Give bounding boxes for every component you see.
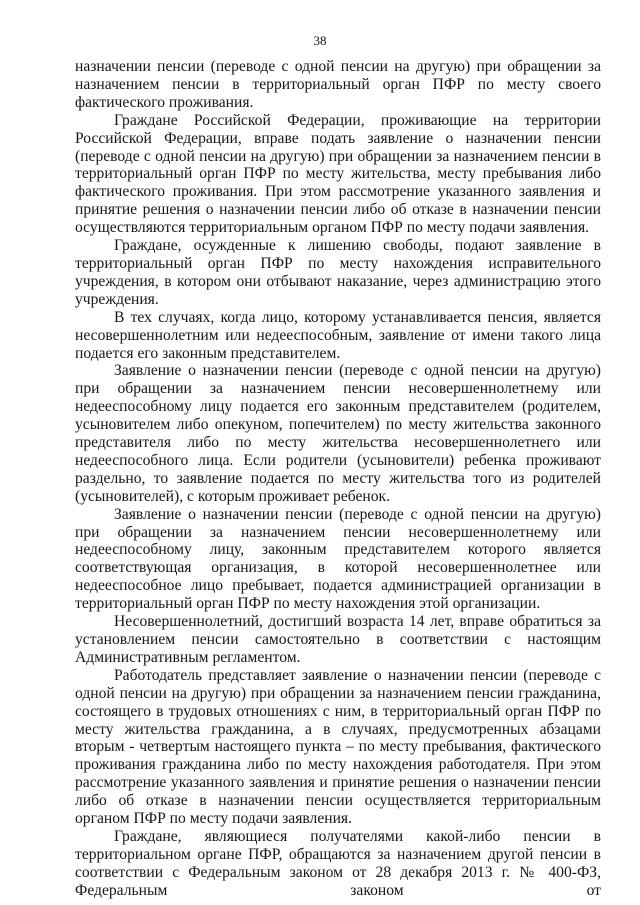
paragraph-continued: назначении пенсии (переводе с одной пенсии на другую) при обращении за назначением пенсии в территориальный орган ПФР по месту своего фактического проживания. [75,58,601,111]
document-body [75,58,601,900]
paragraph-pension-recipients: Граждане, являющиеся получателями какой-либо пенсии в территориальном органе ПФР, обращаются за назначением другой пенсии в соответствии с Федеральным законом от 28 декабря 2013 г. № 400-ФЗ, Федеральным законом от [75,827,601,899]
paragraph-minor-14-years: Несовершеннолетний, достигший возраста 14 лет, вправе обратиться за установлением пенсии самостоятельно в соответствии с настоящим Административным регламентом. [75,613,601,666]
paragraph-organization-representative: Заявление о назначении пенсии (переводе с одной пенсии на другую) при обращении за назначением пенсии несовершеннолетнему или недееспособному лицу, законным представителем которого является соответствующая организация, в которой несовершеннолетнее или недееспособное лицо пребывает, подается администрацией организации в территориальный орган ПФР по месту нахождения этой организации. [75,505,601,613]
paragraph-residents-right: Граждане Российской Федерации, проживающие на территории Российской Федерации, вправе подать заявление о назначении пенсии (переводе с одной пенсии на другую) при обращении за назначением пенсии в территориальный орган ПФР по месту жительства, месту пребывания либо фактического проживания. При этом рассмотрение указанного заявления и принятие решения о назначении пенсии либо об отказе в назначении пенсии осуществляются территориальным органом ПФР по месту подачи заявления. [75,111,601,237]
page-number: 38 [313,33,327,48]
paragraph-legal-representative: Заявление о назначении пенсии (переводе с одной пенсии на другую) при обращении за назначением пенсии несовершеннолетнему или недееспособному лицу подается его законным представителем (родителем, усыновителем либо опекуном, попечителем) по месту жительства законного представителя либо по месту жительства несовершеннолетнего или недееспособного лица. Если родители (усыновители) ребенка проживают раздельно, то заявление подается по месту жительства того из родителей (усыновителей), с которым проживает ребенок. [75,362,601,505]
paragraph-employer-application: Работодатель представляет заявление о назначении пенсии (переводе с одной пенсии на другую) при обращении за назначением пенсии гражданина, состоящего в трудовых отношениях с ним, в территориальный орган ПФР по месту жительства гражданина, а в случаях, предусмотренных абзацами вторым - четвертым настоящего пункта – по месту пребывания, фактического проживания гражданина либо по месту нахождения работодателя. При этом рассмотрение указанного заявления и принятие решения о назначении пенсии либо об отказе в назначении пенсии осуществляется территориальным органом ПФР по месту подачи заявления. [75,666,601,828]
paragraph-minors-incapacitated: В тех случаях, когда лицо, которому устанавливается пенсия, является несовершеннолетним или недееспособным, заявление от имени такого лица подается его законным представителем. [75,308,601,362]
paragraph-convicted-citizens: Граждане, осужденные к лишению свободы, подают заявление в территориальный орган ПФР по месту нахождения исправительного учреждения, в котором они отбывают наказание, через администрацию этого учреждения. [75,237,601,308]
